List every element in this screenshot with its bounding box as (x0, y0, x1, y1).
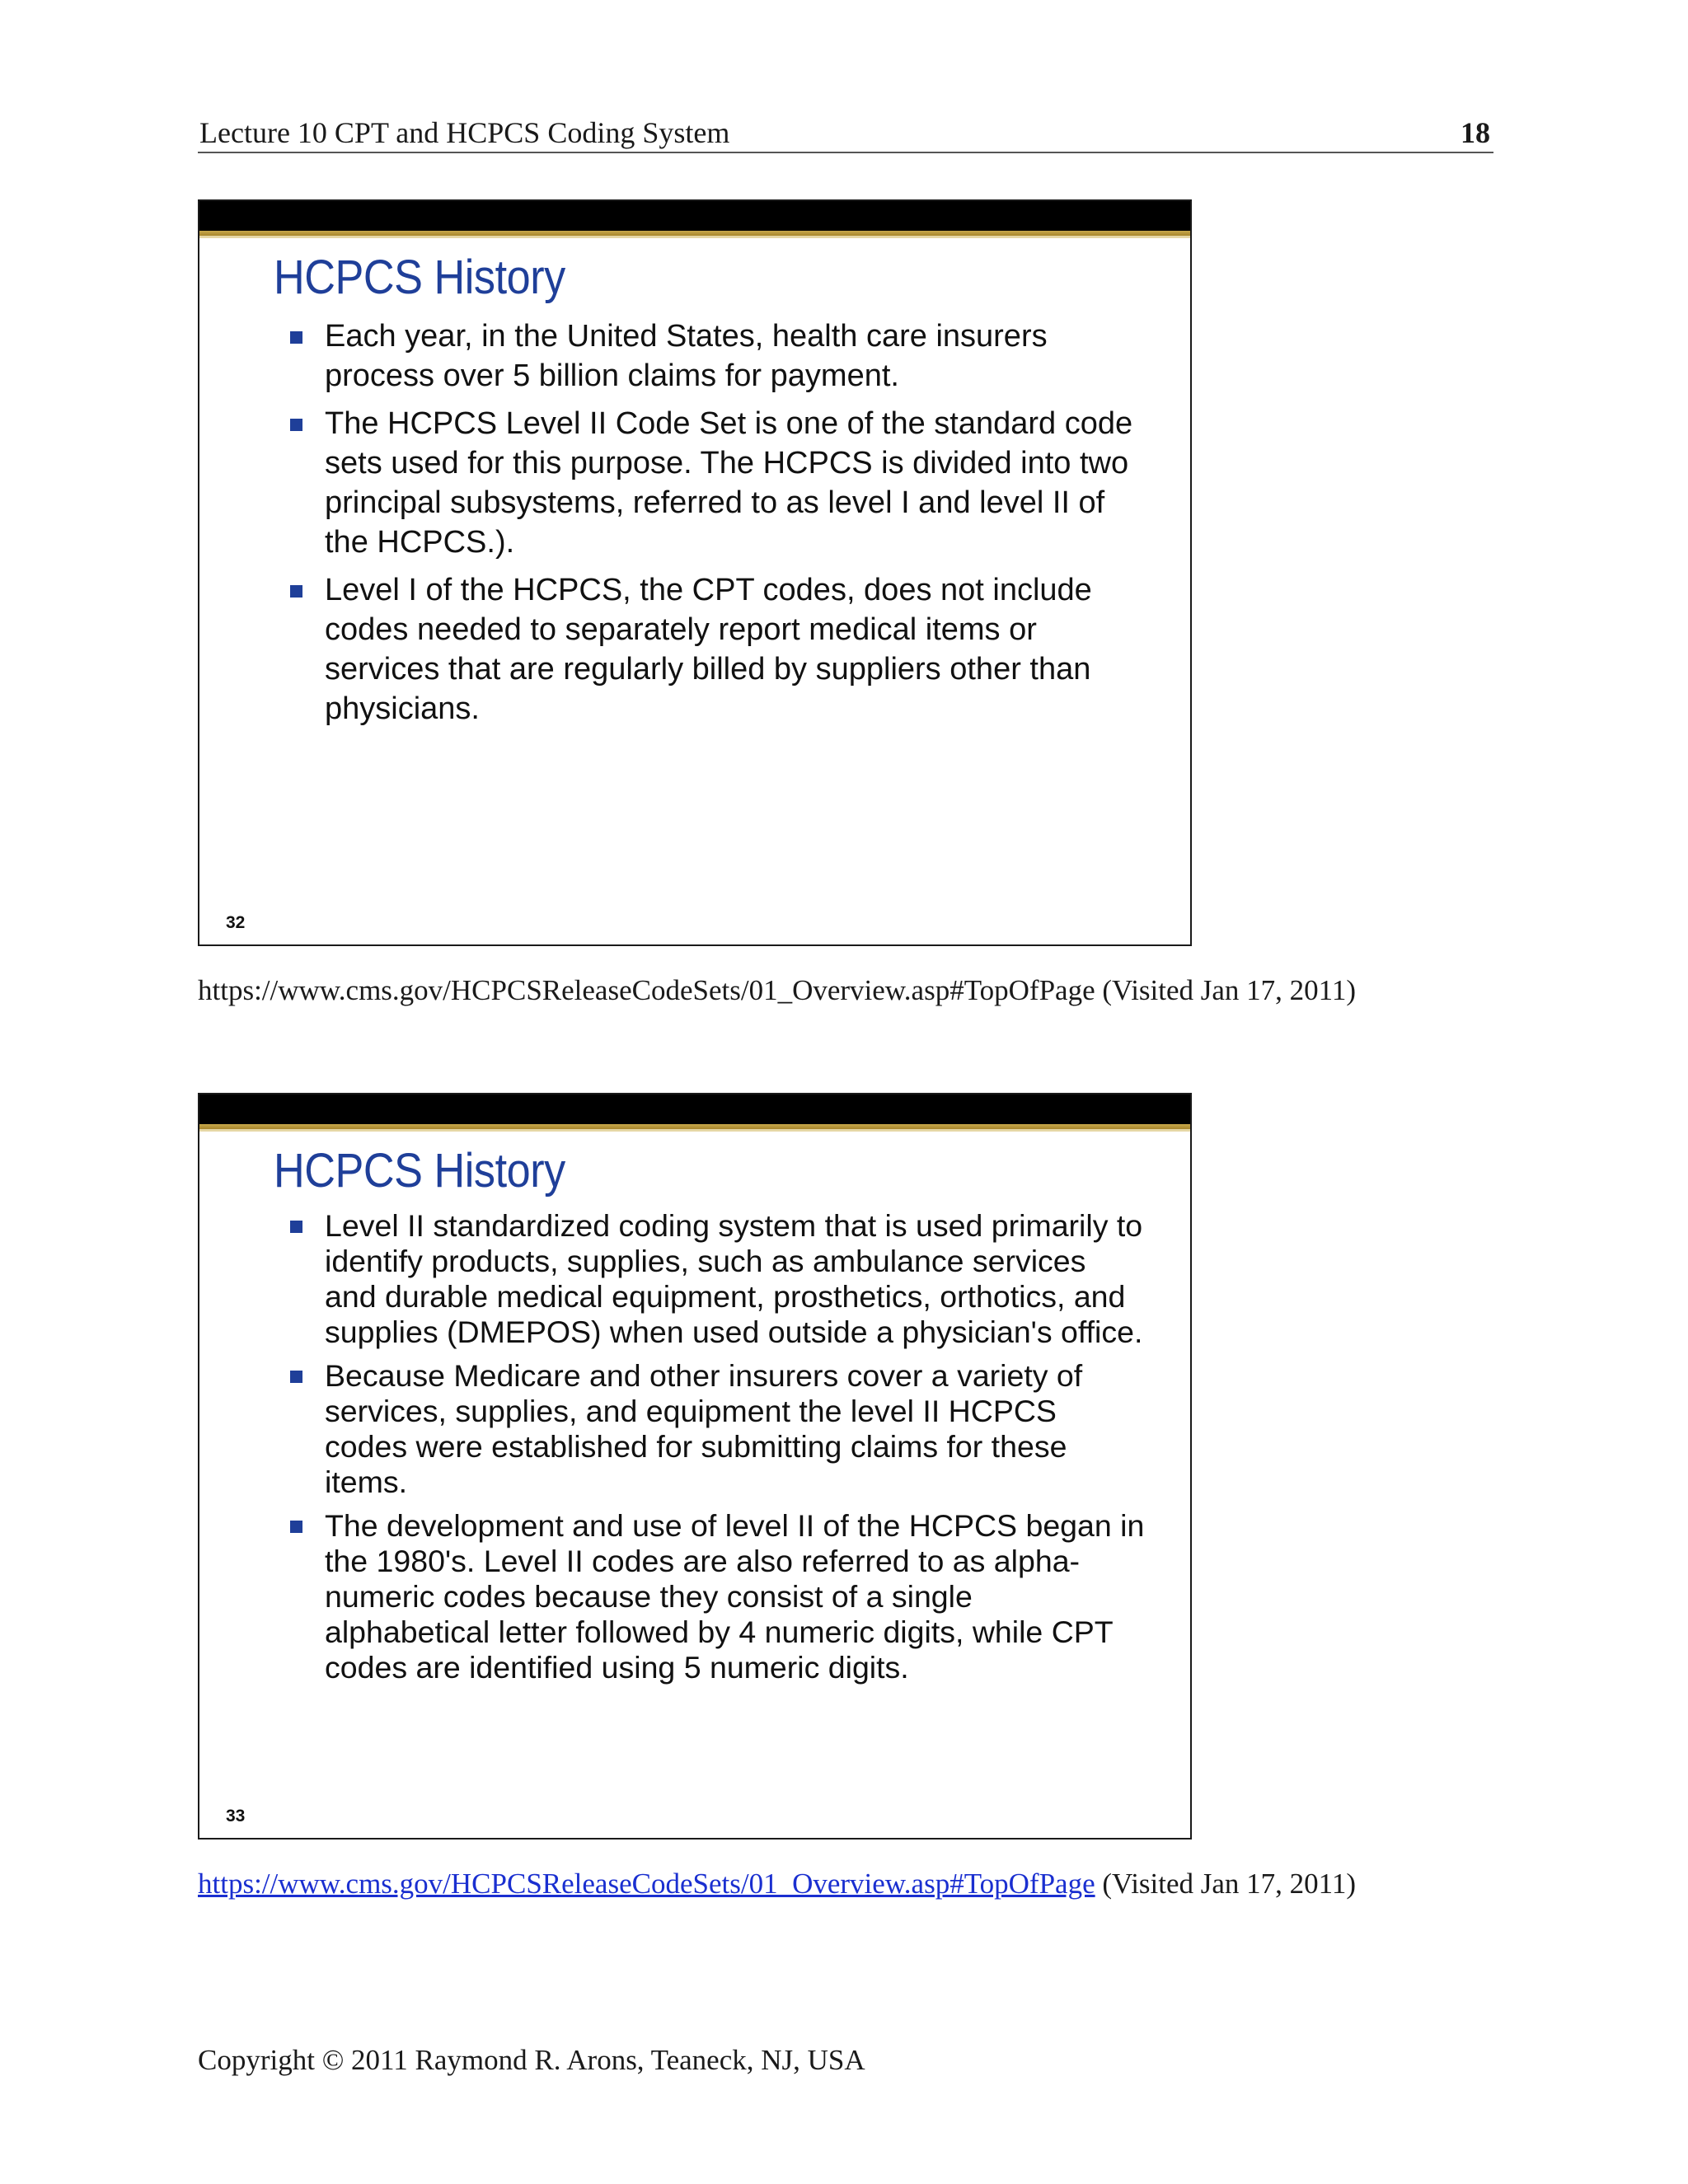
visited-note: (Visited Jan 17, 2011) (1095, 1868, 1357, 1900)
bullet-item (288, 316, 1146, 396)
bullet-item (288, 404, 1146, 562)
bullet-item (288, 570, 1146, 729)
lecture-title: Lecture 10 CPT and HCPCS Coding System (199, 116, 730, 149)
bullet-text: Because Medicare and other insurers cover a variety of services, supplies, and equipment the level II HCPCS codes were established for submitting claims for these items. (325, 1358, 1083, 1499)
visited-note: (Visited Jan 17, 2011) (1095, 974, 1357, 1006)
bullet-text: Each year, in the United States, health care insurers process over 5 billion claims for payment. (325, 319, 1048, 393)
square-bullet-icon (290, 585, 302, 598)
copyright-notice: Copyright © 2011 Raymond R. Arons, Teaneck, NJ, USA (198, 2044, 865, 2076)
slide-top-bar (199, 201, 1190, 231)
slide-number: 32 (226, 913, 246, 932)
bullet-text: The development and use of level II of the HCPCS began in the 1980's. Level II codes are also referred to as alpha-numeric codes because they consist of a single alphabetical letter followed by 4 numeric digits, while CPT codes are identified using 5 numeric digits. (325, 1508, 1145, 1685)
slide-bullet-list (288, 1208, 1146, 1694)
square-bullet-icon (290, 419, 302, 431)
bullet-item (288, 1508, 1146, 1685)
bullet-text: Level I of the HCPCS, the CPT codes, does not include codes needed to separately report medical items or services that are regularly billed by suppliers other than physicians. (325, 573, 1092, 726)
slide-bullet-list (288, 316, 1146, 737)
source-citation (198, 972, 1356, 1009)
bullet-item (288, 1358, 1146, 1500)
slide-title: HCPCS History (274, 251, 565, 304)
square-bullet-icon (290, 1521, 302, 1533)
square-bullet-icon (290, 1371, 302, 1383)
source-link[interactable]: https://www.cms.gov/HCPCSReleaseCodeSets/01_Overview.asp#TopOfPage (198, 1868, 1095, 1900)
source-url-text: https://www.cms.gov/HCPCSReleaseCodeSets/01_Overview.asp#TopOfPage (198, 974, 1095, 1006)
slide-top-bar (199, 1094, 1190, 1124)
bullet-text: Level II standardized coding system that is used primarily to identify products, supplies, such as ambulance services and durable medical equipment, prosthetics, orthotics, and supplies (DMEPOS) when used outside a physician's office. (325, 1208, 1143, 1349)
slide-title: HCPCS History (274, 1144, 565, 1197)
slide-32 (198, 199, 1192, 946)
slide-gold-rule-fade (199, 236, 1190, 238)
source-citation (198, 1866, 1356, 1902)
bullet-text: The HCPCS Level II Code Set is one of the standard code sets used for this purpose. The HCPCS is divided into two principal subsystems, referred to as level I and level II of the HCPCS.). (325, 406, 1133, 560)
page-number: 18 (1461, 116, 1490, 149)
slide-gold-rule-fade (199, 1129, 1190, 1132)
square-bullet-icon (290, 331, 302, 344)
square-bullet-icon (290, 1221, 302, 1233)
bullet-item (288, 1208, 1146, 1350)
running-header (198, 114, 1493, 153)
slide-number: 33 (226, 1807, 246, 1825)
slide-33 (198, 1093, 1192, 1840)
